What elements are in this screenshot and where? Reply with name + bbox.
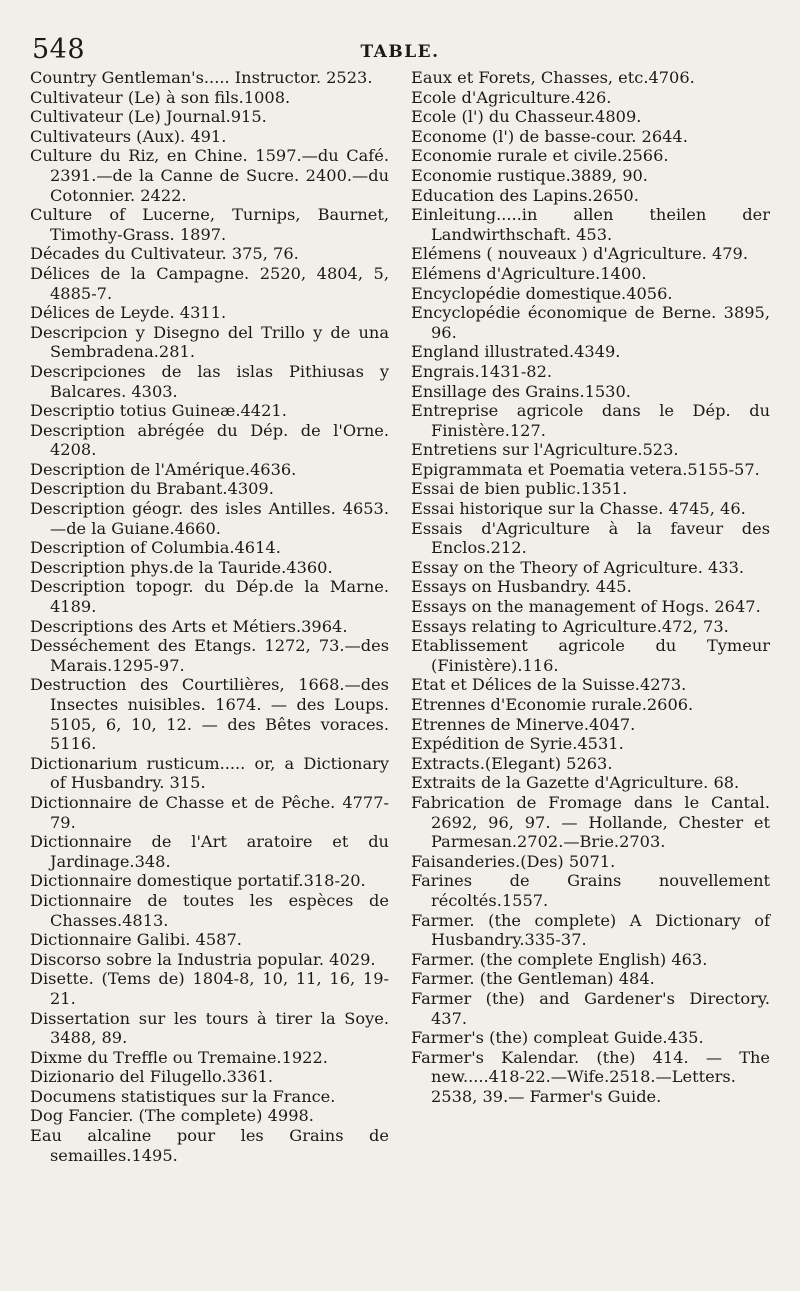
index-entry: Dictionnaire Galibi. 4587. (30, 930, 242, 950)
index-entry: Dictionnaire de l'Art aratoire et du Jardinage.348. (30, 832, 389, 871)
index-entry: Description phys.de la Tauride.4360. (30, 557, 333, 577)
index-entry: Etat et Délices de la Suisse.4273. (411, 675, 687, 695)
index-entry: Farmer. (the complete English) 463. (411, 949, 708, 969)
index-entry: Essai de bien public.1351. (411, 479, 628, 499)
index-entry: Description géogr. des isles Antilles. 4653.—de la Guiane.4660. (30, 499, 389, 538)
index-entry: Essai historique sur la Chasse. 4745, 46. (411, 499, 746, 519)
index-entry: Dictionnaire de toutes les espèces de Chasses.4813. (30, 890, 389, 930)
index-entry: Discorso sobre la Industria popular. 4029. (30, 949, 376, 969)
index-entry: Délices de la Campagne. 2520, 4804, 5, 4885-7. (30, 263, 389, 303)
index-entry: Farmer's Kalendar. (the) 414. — The new.....418-22.—Wife.2518.—Letters. 2538, 39.— Farmer's Guide. (411, 1047, 770, 1106)
index-entry: Expédition de Syrie.4531. (411, 734, 624, 754)
index-entry: Farmer's (the) compleat Guide.435. (411, 1028, 704, 1048)
index-entry: Eau alcaline pour les Grains de semailles.1495. (30, 1126, 389, 1165)
index-entry: Cultivateur (Le) Journal.915. (30, 107, 267, 127)
index-entry: Eaux et Forets, Chasses, etc.4706. (411, 68, 695, 87)
index-entry: Description of Columbia.4614. (30, 538, 281, 558)
index-entry: Descripcion y Disegno del Trillo y de una Sembradena.281. (30, 322, 389, 362)
left-column (30, 68, 389, 1165)
index-entry: Faisanderies.(Des) 5071. (411, 851, 616, 871)
index-entry: Essay on the Theory of Agriculture. 433. (411, 557, 745, 577)
index-entry: Etrennes d'Economie rurale.2606. (411, 695, 694, 714)
index-entry: Dictionarium rusticum..... or, a Dictionary of Husbandry. 315. (30, 753, 389, 793)
index-entry: Economie rustique.3889, 90. (411, 165, 648, 185)
index-entry: Etrennes de Minerve.4047. (411, 714, 636, 734)
index-entry: Epigrammata et Poematia vetera.5155-57. (411, 459, 760, 479)
running-title: TABLE. (360, 42, 440, 62)
index-entry: Dictionnaire domestique portatif.318-20. (30, 871, 366, 891)
index-entry: Destruction des Courtilières, 1668.—des Insectes nuisibles. 1674. — des Loups. 5105, 6, 10, 12. — des Bêtes voraces. 5116. (30, 675, 389, 754)
index-entry: Description de l'Amérique.4636. (30, 459, 297, 479)
index-entry: Farmer. (the Gentleman) 484. (411, 969, 655, 989)
index-entry: Descripciones de las islas Pithiusas y Balcares. 4303. (30, 361, 389, 401)
index-entry: Culture of Lucerne, Turnips, Baurnet, Timothy-Grass. 1897. (30, 205, 389, 244)
index-entry: Etablissement agricole du Tymeur (Finistère).116. (411, 636, 770, 675)
index-entry: Description du Brabant.4309. (30, 479, 274, 499)
index-entry: Engrais.1431-82. (411, 361, 553, 381)
page-number: 548 (32, 34, 86, 65)
index-entry: Fabrication de Fromage dans le Cantal. 2692, 96, 97. — Hollande, Chester et Parmesan.2702.—Brie.2703. (411, 792, 770, 852)
index-entry: Econome (l') de basse-cour. 2644. (411, 126, 688, 146)
right-column (411, 68, 770, 1165)
index-entry: Farmer (the) and Gardener's Directory. 437. (411, 988, 770, 1028)
index-entry: Descriptio totius Guineæ.4421. (30, 401, 287, 421)
index-entry: Education des Lapins.2650. (411, 185, 639, 205)
index-entry: Délices de Leyde. 4311. (30, 303, 227, 323)
index-entry: Essays on the management of Hogs. 2647. (411, 597, 761, 617)
index-entry: Cultivateurs (Aux). 491. (30, 126, 227, 146)
index-entry: Dizionario del Filugello.3361. (30, 1067, 274, 1087)
index-entry: Encyclopédie économique de Berne. 3895, 96. (411, 303, 770, 342)
index-columns (30, 68, 770, 1165)
index-entry: Ecole (l') du Chasseur.4809. (411, 107, 642, 127)
index-entry: Description abrégée du Dép. de l'Orne. 4208. (30, 420, 389, 460)
page-header (30, 28, 770, 68)
index-entry: England illustrated.4349. (411, 342, 621, 362)
index-entry: Disette. (Tems de) 1804-8, 10, 11, 16, 19-21. (30, 969, 389, 1008)
index-entry: Extracts.(Elegant) 5263. (411, 753, 613, 773)
index-entry: Entreprise agricole dans le Dép. du Finistère.127. (411, 401, 770, 440)
index-entry: Entretiens sur l'Agriculture.523. (411, 440, 679, 460)
index-entry: Cultivateur (Le) à son fils.1008. (30, 87, 291, 107)
index-entry: Décades du Cultivateur. 375, 76. (30, 244, 299, 264)
index-entry: Ensillage des Grains.1530. (411, 381, 631, 401)
index-entry: Essays relating to Agriculture.472, 73. (411, 616, 729, 636)
index-entry: Dixme du Treffle ou Tremaine.1922. (30, 1047, 328, 1067)
index-entry: Description topogr. du Dép.de la Marne. 4189. (30, 577, 389, 617)
index-entry: Encyclopédie domestique.4056. (411, 283, 673, 303)
index-entry: Country Gentleman's..... Instructor. 2523. (30, 68, 373, 87)
index-entry: Einleitung.....in allen theilen der Landwirthschaft. 453. (411, 205, 770, 244)
index-entry: Dissertation sur les tours à tirer la Soye. 3488, 89. (30, 1008, 389, 1048)
index-entry: Dictionnaire de Chasse et de Pêche. 4777-79. (30, 792, 389, 832)
index-entry: Essais d'Agriculture à la faveur des Enclos.212. (411, 518, 770, 558)
index-entry: Elémens d'Agriculture.1400. (411, 263, 647, 283)
index-entry: Farines de Grains nouvellement récoltés.1557. (411, 871, 770, 910)
index-entry: Desséchement des Etangs. 1272, 73.—des Marais.1295-97. (30, 636, 389, 675)
index-entry: Dog Fancier. (The complete) 4998. (30, 1106, 314, 1126)
index-entry: Culture du Riz, en Chine. 1597.—du Café. 2391.—de la Canne de Sucre. 2400.—du Cotonnier. 2422. (30, 146, 389, 205)
index-entry: Descriptions des Arts et Métiers.3964. (30, 616, 348, 636)
index-entry: Farmer. (the complete) A Dictionary of Husbandry.335-37. (411, 910, 770, 950)
index-entry: Elémens ( nouveaux ) d'Agriculture. 479. (411, 244, 749, 264)
index-entry: Ecole d'Agriculture.426. (411, 87, 612, 107)
index-entry: Documens statistiques sur la France. (30, 1086, 336, 1106)
index-entry: Economie rurale et civile.2566. (411, 146, 669, 166)
index-entry: Essays on Husbandry. 445. (411, 577, 632, 597)
index-entry: Extraits de la Gazette d'Agriculture. 68. (411, 773, 740, 793)
